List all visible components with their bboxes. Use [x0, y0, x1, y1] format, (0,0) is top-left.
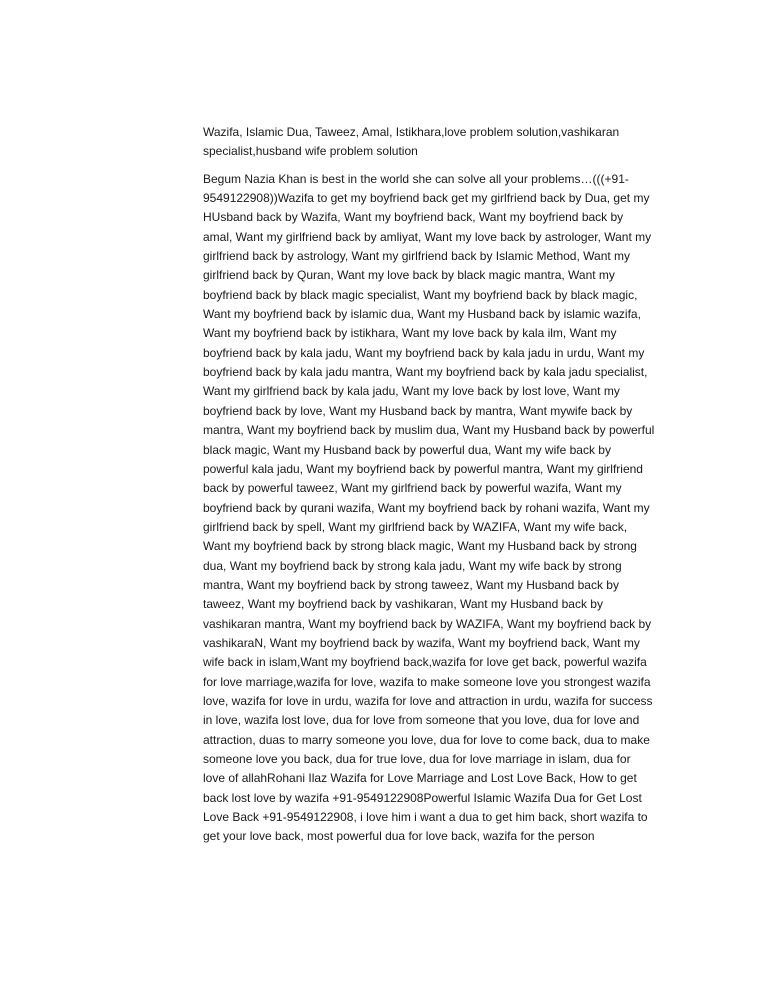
- document-content: [203, 123, 655, 847]
- document-body-paragraph: Begum Nazia Khan is best in the world she can solve all your problems…(((+91-9549122908))Wazifa to get my boyfriend back get my girlfriend back by Dua, get my HUsband back by Wazifa, Want my boyfriend back, Want my boyfriend back by amal, Want my girlfriend back by amliyat, Want my love back by astrologer, Want my girlfriend back by astrology, Want my girlfriend back by Islamic Method, Want my girlfriend back by Quran, Want my love back by black magic mantra, Want my boyfriend back by black magic specialist, Want my boyfriend back by black magic, Want my boyfriend back by islamic dua, Want my Husband back by islamic wazifa, Want my boyfriend back by istikhara, Want my love back by kala ilm, Want my boyfriend back by kala jadu, Want my boyfriend back by kala jadu in urdu, Want my boyfriend back by kala jadu mantra, Want my boyfriend back by kala jadu specialist, Want my girlfriend back by kala jadu, Want my love back by lost love, Want my boyfriend back by love, Want my Husband back by mantra, Want mywife back by mantra, Want my boyfriend back by muslim dua, Want my Husband back by powerful black magic, Want my Husband back by powerful dua, Want my wife back by powerful kala jadu, Want my boyfriend back by powerful mantra, Want my girlfriend back by powerful taweez, Want my girlfriend back by powerful wazifa, Want my boyfriend back by qurani wazifa, Want my boyfriend back by rohani wazifa, Want my girlfriend back by spell, Want my girlfriend back by WAZIFA, Want my wife back, Want my boyfriend back by strong black magic, Want my Husband back by strong dua, Want my boyfriend back by strong kala jadu, Want my wife back by strong mantra, Want my boyfriend back by strong taweez, Want my Husband back by taweez, Want my boyfriend back by vashikaran, Want my Husband back by vashikaran mantra, Want my boyfriend back by WAZIFA, Want my boyfriend back by vashikaraN, Want my boyfriend back by wazifa, Want my boyfriend back, Want my wife back in islam,Want my boyfriend back,wazifa for love get back, powerful wazifa for love marriage,wazifa for love, wazifa to make someone love you strongest wazifa love, wazifa for love in urdu, wazifa for love and attraction in urdu, wazifa for success in love, wazifa lost love, dua for love from someone that you love, dua for love and attraction, duas to marry someone you love, dua for love to come back, dua to make someone love you back, dua for true love, dua for love marriage in islam, dua for love of allahRohani Ilaz Wazifa for Love Marriage and Lost Love Back, How to get back lost love by wazifa +91-9549122908Powerful Islamic Wazifa Dua for Get Lost Love Back +91-9549122908, i love him i want a dua to get him back, short wazifa to get your love back, most powerful dua for love back, wazifa for the person: [203, 171, 655, 844]
- document-heading: Wazifa, Islamic Dua, Taweez, Amal, Istikhara,love problem solution,vashikaran specialist,husband wife problem solution: [203, 125, 620, 159]
